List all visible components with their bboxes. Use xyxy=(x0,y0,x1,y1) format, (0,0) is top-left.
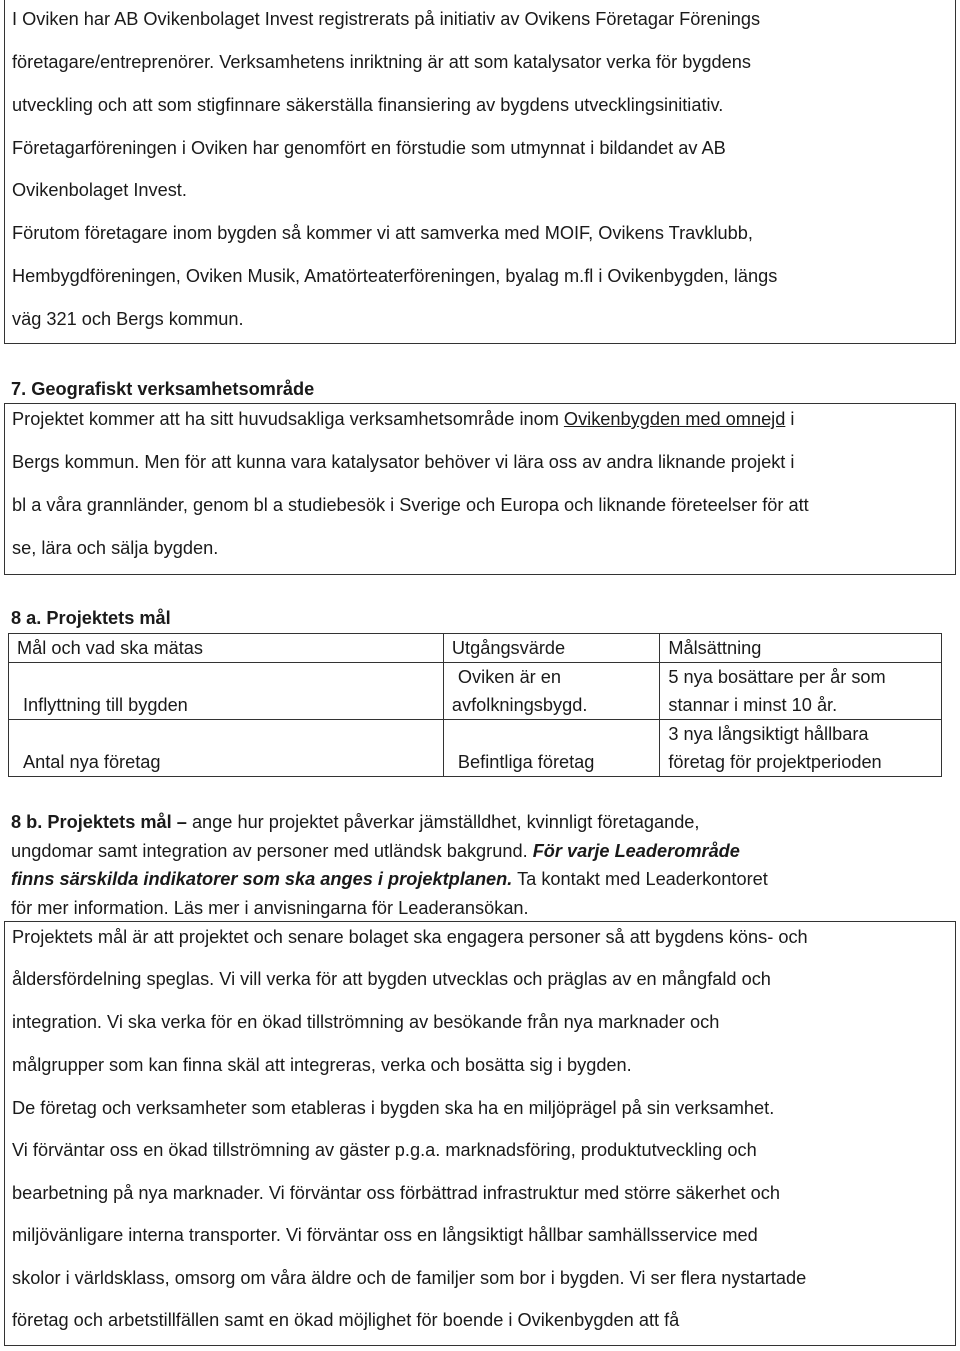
goals-line: Projektets mål är att projektet och senare bolaget ska engagera personer så att bygdens köns- och xyxy=(12,927,808,947)
table-cell-line: 5 nya bosättare per år som xyxy=(668,667,886,687)
table-cell: Inflyttning till bygden xyxy=(9,663,444,720)
section-7-box xyxy=(4,403,956,575)
intro-line: I Oviken har AB Ovikenbolaget Invest registrerats på initiativ av Ovikens Företagar Förenings xyxy=(12,9,761,29)
area-underlined-text: Ovikenbygden med omnejd xyxy=(563,409,786,429)
table-header-cell: Mål och vad ska mätas xyxy=(9,634,444,663)
section-7-line: se, lära och sälja bygden. xyxy=(12,538,219,558)
table-header-row xyxy=(9,634,942,663)
goals-table xyxy=(8,633,942,777)
table-header-cell: Utgångsvärde xyxy=(443,634,659,663)
goals-line: Vi förväntar oss en ökad tillströmning av gäster p.g.a. marknadsföring, produktutveckling och xyxy=(12,1140,757,1160)
table-row xyxy=(9,663,942,720)
section-8b-line xyxy=(11,840,740,862)
table-cell-line: avfolkningsbygd. xyxy=(451,695,588,715)
section-8b-line xyxy=(11,811,699,833)
table-cell xyxy=(443,663,659,720)
section-7-line: Bergs kommun. Men för att kunna vara katalysator behöver vi lära oss av andra liknande projekt i xyxy=(12,452,795,472)
goals-line: skolor i världsklass, omsorg om våra äldre och de familjer som bor i bygden. Vi ser flera nystartade xyxy=(12,1268,807,1288)
section-7-text: Projektet kommer att ha sitt huvudsakliga verksamhetsområde inom xyxy=(12,409,564,429)
goals-line: bearbetning på nya marknader. Vi förväntar oss förbättrad infrastruktur med större säkerhet och xyxy=(12,1183,780,1203)
intro-line: Ovikenbolaget Invest. xyxy=(12,180,187,200)
section-7-text: i xyxy=(785,409,795,429)
section-7-heading: 7. Geografiskt verksamhetsområde xyxy=(11,379,315,399)
goals-line: åldersfördelning speglas. Vi vill verka för att bygden utvecklas och präglas av en mångfald och xyxy=(12,969,771,989)
intro-line: väg 321 och Bergs kommun. xyxy=(12,309,244,329)
table-cell: Befintliga företag xyxy=(443,720,659,777)
section-7-line xyxy=(12,408,794,430)
intro-line: företagare/entreprenörer. Verksamhetens inriktning är att som katalysator verka för bygdens xyxy=(12,52,751,72)
table-cell-line: 3 nya långsiktigt hållbara xyxy=(668,724,869,744)
table-cell-line: företag för projektperioden xyxy=(668,752,882,772)
section-7-line: bl a våra grannländer, genom bl a studiebesök i Sverige och Europa och liknande företeelser för att xyxy=(12,495,809,515)
table-cell xyxy=(660,663,942,720)
goals-text-box xyxy=(4,921,956,1346)
table-header-cell: Målsättning xyxy=(660,634,942,663)
section-8b-emphasis: finns särskilda indikatorer som ska anges i projektplanen. xyxy=(11,869,513,889)
table-cell xyxy=(660,720,942,777)
goals-line: företag och arbetstillfällen samt en ökad möjlighet för boende i Ovikenbygden att få xyxy=(12,1310,680,1330)
table-row xyxy=(9,720,942,777)
table-cell-line: stannar i minst 10 år. xyxy=(668,695,838,715)
section-8b-text: ungdomar samt integration av personer med utländsk bakgrund. xyxy=(11,841,533,861)
section-8b-line: för mer information. Läs mer i anvisningarna för Leaderansökan. xyxy=(11,898,529,918)
table-cell: Antal nya företag xyxy=(9,720,444,777)
goals-line: målgrupper som kan finna skäl att integreras, verka och bosätta sig i bygden. xyxy=(12,1055,632,1075)
table-cell-line: Oviken är en xyxy=(457,667,562,687)
intro-box xyxy=(4,0,956,344)
goals-line: miljövänligare interna transporter. Vi förväntar oss en långsiktigt hållbar samhällsservice med xyxy=(12,1225,758,1245)
intro-line: Hembygdföreningen, Oviken Musik, Amatörteaterföreningen, byalag m.fl i Ovikenbygden, längs xyxy=(12,266,778,286)
section-8b-text: Ta kontakt med Leaderkontoret xyxy=(512,869,768,889)
section-8b-line xyxy=(11,868,768,890)
intro-line: utveckling och att som stigfinnare säkerställa finansiering av bygdens utvecklingsinitiativ. xyxy=(12,95,724,115)
section-8b-heading: 8 b. Projektets mål – xyxy=(11,812,187,832)
goals-line: De företag och verksamheter som etableras i bygden ska ha en miljöprägel på sin verksamhet. xyxy=(12,1098,775,1118)
intro-line: Företagarföreningen i Oviken har genomfört en förstudie som utmynnat i bildandet av AB xyxy=(12,138,726,158)
section-8b-emphasis: För varje Leaderområde xyxy=(532,841,740,861)
intro-line: Förutom företagare inom bygden så kommer vi att samverka med MOIF, Ovikens Travklubb, xyxy=(12,223,753,243)
section-8b-text: ange hur projektet påverkar jämställdhet, kvinnligt företagande, xyxy=(186,812,700,832)
goals-line: integration. Vi ska verka för en ökad tillströmning av besökande från nya marknader och xyxy=(12,1012,720,1032)
section-8a-heading: 8 a. Projektets mål xyxy=(11,608,171,628)
